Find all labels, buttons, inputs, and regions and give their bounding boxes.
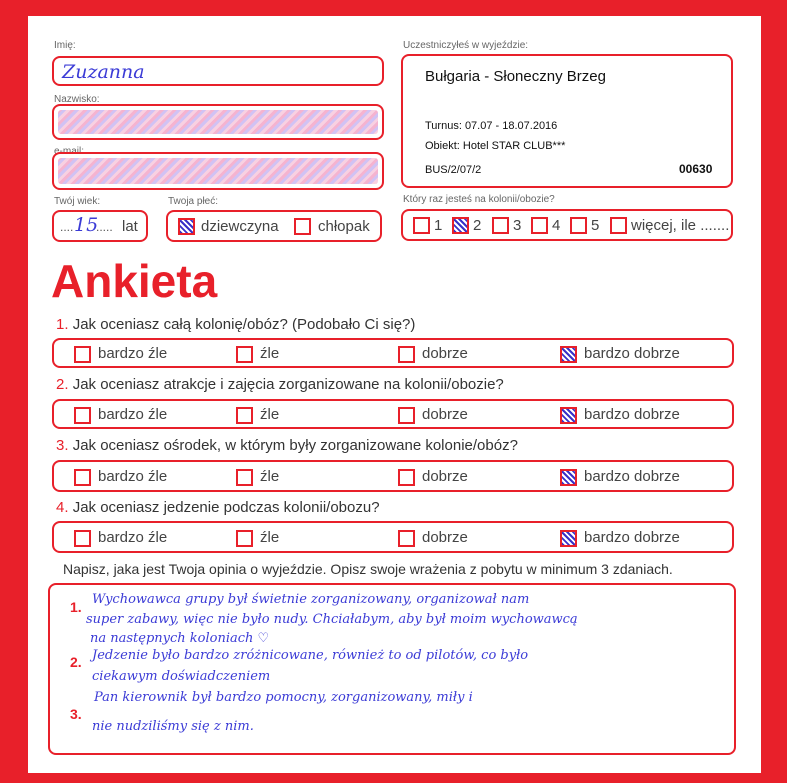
question-2-text: Jak oceniasz atrakcje i zajęcia zorganizowane na kolonii/obozie? — [72, 376, 504, 393]
question-4 — [56, 499, 380, 516]
q1-opt-3-checkbox[interactable] — [398, 346, 415, 363]
opinion-line-2: super zabawy, więc nie było nudy. Chciałabym, aby był moim wychowawcą — [86, 612, 578, 627]
opinion-line-4: Jedzenie było bardzo zróżnicowane, również to od pilotów, co było — [92, 648, 529, 663]
trip-box — [401, 54, 733, 188]
question-4-number: 4. — [56, 499, 69, 516]
question-2-options — [52, 399, 734, 429]
gender-boy-label: chłopak — [318, 218, 370, 235]
q4-opt-3-label: dobrze — [422, 529, 468, 546]
times-1-checkbox[interactable] — [413, 217, 430, 234]
opinion-prompt: Napisz, jaka jest Twoja opinia o wyjeździe. Opisz swoje wrażenia z pobytu w minimum 3 zdaniach. — [63, 561, 673, 577]
q1-opt-1-label: bardzo źle — [98, 345, 168, 362]
question-4-options — [52, 521, 734, 553]
gender-girl-checkbox[interactable] — [178, 218, 195, 235]
surname-label: Nazwisko: — [54, 94, 100, 105]
q1-opt-3-label: dobrze — [422, 345, 468, 362]
opinion-number-3: 3. — [70, 706, 82, 722]
q4-opt-1-label: bardzo źle — [98, 529, 168, 546]
q3-opt-2-label: źle — [260, 468, 280, 485]
times-5-label: 5 — [591, 217, 600, 234]
opinion-number-2: 2. — [70, 654, 82, 670]
q3-opt-1-checkbox[interactable] — [74, 469, 91, 486]
participant-label: Uczestniczyłeś w wyjeździe: — [403, 40, 529, 51]
times-3-label: 3 — [513, 217, 522, 234]
question-3 — [56, 437, 518, 454]
times-2-label: 2 — [473, 217, 482, 234]
age-value: 15 — [74, 214, 99, 236]
question-1-text: Jak oceniasz całą kolonię/obóz? (Podobało Ci się?) — [72, 316, 416, 333]
opinion-line-1: Wychowawca grupy był świetnie zorganizowany, organizował nam — [92, 592, 530, 607]
redacted-email — [58, 158, 378, 184]
q1-opt-2-label: źle — [260, 345, 280, 362]
email-label: e-mail: — [54, 146, 85, 157]
opinion-line-5: ciekawym doświadczeniem — [92, 669, 271, 684]
times-2-checkbox[interactable] — [452, 217, 469, 234]
question-1 — [56, 316, 415, 333]
name-field[interactable] — [52, 56, 384, 86]
surname-field[interactable] — [52, 104, 384, 140]
q4-opt-4-label: bardzo dobrze — [584, 529, 680, 546]
email-field[interactable] — [52, 152, 384, 190]
trip-number: 00630 — [679, 162, 713, 176]
q3-opt-4-label: bardzo dobrze — [584, 468, 680, 485]
q2-opt-4-label: bardzo dobrze — [584, 406, 680, 423]
name-value: Zuzanna — [62, 61, 145, 83]
trip-object: Obiekt: Hotel STAR CLUB*** — [425, 140, 566, 152]
times-3-checkbox[interactable] — [492, 217, 509, 234]
q4-opt-2-label: źle — [260, 529, 280, 546]
opinion-line-3: na następnych koloniach ♡ — [90, 631, 270, 646]
q2-opt-2-label: źle — [260, 406, 280, 423]
q1-opt-1-checkbox[interactable] — [74, 346, 91, 363]
q2-opt-1-label: bardzo źle — [98, 406, 168, 423]
q1-opt-2-checkbox[interactable] — [236, 346, 253, 363]
q4-opt-4-checkbox[interactable] — [560, 530, 577, 547]
name-label: Imię: — [54, 40, 76, 51]
q3-opt-4-checkbox[interactable] — [560, 469, 577, 486]
question-3-number: 3. — [56, 437, 69, 454]
gender-field[interactable] — [166, 210, 382, 242]
page-title: Ankieta — [51, 255, 218, 307]
q2-opt-3-checkbox[interactable] — [398, 407, 415, 424]
q2-opt-2-checkbox[interactable] — [236, 407, 253, 424]
times-field[interactable] — [401, 209, 733, 241]
age-label: Twój wiek: — [54, 196, 101, 207]
trip-destination: Bułgaria - Słoneczny Brzeg — [425, 68, 606, 85]
times-label: Który raz jesteś na kolonii/obozie? — [403, 194, 555, 205]
times-4-checkbox[interactable] — [531, 217, 548, 234]
q3-opt-3-label: dobrze — [422, 468, 468, 485]
redacted-surname — [58, 110, 378, 134]
question-2 — [56, 376, 504, 393]
opinion-line-6: Pan kierownik był bardzo pomocny, zorganizowany, miły i — [94, 690, 473, 705]
question-3-text: Jak oceniasz ośrodek, w którym były zorganizowane kolonie/obóz? — [72, 437, 518, 454]
question-2-number: 2. — [56, 376, 69, 393]
q4-opt-2-checkbox[interactable] — [236, 530, 253, 547]
age-unit: lat — [122, 218, 138, 235]
opinion-line-7: nie nudziliśmy się z nim. — [92, 719, 254, 734]
trip-code: BUS/2/07/2 — [425, 164, 482, 176]
q3-opt-2-checkbox[interactable] — [236, 469, 253, 486]
question-1-number: 1. — [56, 316, 69, 333]
times-more-label: więcej, ile ....... — [631, 217, 730, 234]
times-more-checkbox[interactable] — [610, 217, 627, 234]
times-4-label: 4 — [552, 217, 561, 234]
q4-opt-3-checkbox[interactable] — [398, 530, 415, 547]
q3-opt-3-checkbox[interactable] — [398, 469, 415, 486]
q4-opt-1-checkbox[interactable] — [74, 530, 91, 547]
times-5-checkbox[interactable] — [570, 217, 587, 234]
opinion-number-1: 1. — [70, 599, 82, 615]
gender-label: Twoja płeć: — [168, 196, 219, 207]
question-1-options — [52, 338, 734, 368]
q3-opt-1-label: bardzo źle — [98, 468, 168, 485]
q2-opt-3-label: dobrze — [422, 406, 468, 423]
q1-opt-4-checkbox[interactable] — [560, 346, 577, 363]
gender-boy-checkbox[interactable] — [294, 218, 311, 235]
age-field[interactable]: .... 15 ..... lat — [52, 210, 148, 242]
q2-opt-1-checkbox[interactable] — [74, 407, 91, 424]
times-1-label: 1 — [434, 217, 443, 234]
question-4-text: Jak oceniasz jedzenie podczas kolonii/obozu? — [72, 499, 380, 516]
q2-opt-4-checkbox[interactable] — [560, 407, 577, 424]
trip-turnus: Turnus: 07.07 - 18.07.2016 — [425, 120, 558, 132]
q1-opt-4-label: bardzo dobrze — [584, 345, 680, 362]
question-3-options — [52, 460, 734, 492]
gender-girl-label: dziewczyna — [201, 218, 279, 235]
